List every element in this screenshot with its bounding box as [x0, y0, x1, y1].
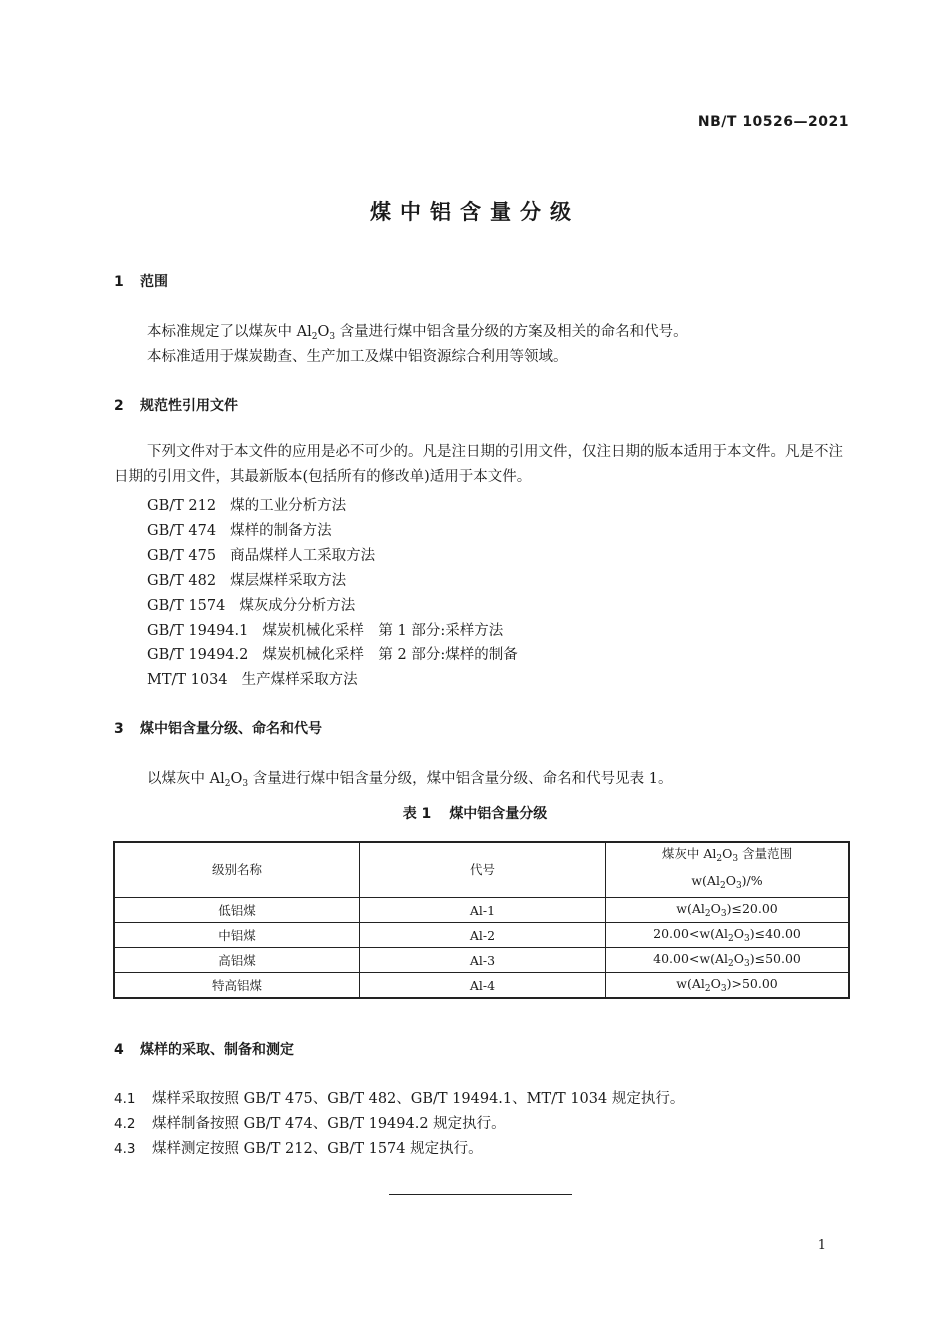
- subscript: 2: [716, 854, 723, 864]
- text: 20.00<w(Al: [653, 926, 728, 941]
- text: O: [733, 951, 744, 966]
- clause-item: [114, 1137, 483, 1158]
- text: O: [710, 901, 721, 916]
- end-rule: [389, 1194, 572, 1195]
- reference-code: MT/T 1034: [147, 672, 228, 688]
- cell-level-name: 中铝煤: [114, 923, 360, 948]
- subscript: 3: [735, 881, 742, 891]
- clause-item: [114, 1087, 684, 1108]
- text: 本标准规定了以煤灰中 Al: [147, 324, 312, 340]
- reference-item: [147, 668, 358, 689]
- reference-code: GB/T 19494.2: [147, 647, 249, 663]
- document-title: 煤中铝含量分级: [370, 200, 580, 224]
- reference-item: [147, 643, 518, 664]
- cell-code: Al-4: [360, 973, 606, 999]
- reference-code: GB/T 475: [147, 548, 217, 564]
- subscript: 2: [704, 984, 711, 994]
- section-number: 3: [114, 721, 124, 737]
- subscript: 2: [224, 779, 231, 789]
- cell-range: [606, 923, 850, 948]
- text: )≤40.00: [749, 926, 801, 941]
- reference-title: 商品煤样人工采取方法: [230, 548, 376, 564]
- reference-code: GB/T 212: [147, 498, 217, 514]
- reference-title: 煤炭机械化采样 第 1 部分:采样方法: [262, 623, 504, 639]
- subscript: 3: [720, 984, 727, 994]
- subscript: 3: [743, 959, 750, 969]
- clause-text: 煤样测定按照 GB/T 212、GB/T 1574 规定执行。: [152, 1141, 483, 1157]
- text: O: [317, 324, 330, 340]
- clause-number: 4.1: [114, 1091, 136, 1107]
- table-caption: [0, 803, 950, 823]
- text: 含量进行煤中铝含量分级，煤中铝含量分级、命名和代号见表 1。: [248, 771, 673, 787]
- table-row: [114, 973, 849, 999]
- reference-item: [147, 544, 375, 565]
- section-title: 规范性引用文件: [140, 398, 238, 414]
- section-3-heading: [114, 718, 322, 738]
- subscript: 2: [728, 959, 734, 969]
- reference-title: 煤灰成分分析方法: [239, 598, 356, 614]
- cell-range: [606, 948, 850, 973]
- subscript: 3: [732, 854, 739, 864]
- text: O: [722, 846, 733, 861]
- table-title: 煤中铝含量分级: [449, 806, 548, 822]
- section-title: 煤中铝含量分级、命名和代号: [140, 721, 322, 737]
- table-header-row: [114, 842, 849, 898]
- header-range: [606, 842, 850, 898]
- text: O: [710, 976, 721, 991]
- reference-title: 生产煤样采取方法: [241, 672, 358, 688]
- text: )≤50.00: [749, 951, 801, 966]
- section-4-heading: [114, 1039, 294, 1059]
- header-level-name: 级别名称: [114, 842, 360, 898]
- text: 含量进行煤中铝含量分级的方案及相关的命名和代号。: [335, 324, 688, 340]
- section-2-intro: 下列文件对于本文件的应用是必不可少的。凡是注日期的引用文件，仅注日期的版本适用于本文件。凡是不注日期的引用文件，其最新版本(包括所有的修改单)适用于本文件。: [114, 444, 843, 485]
- table-label: 表 1: [402, 806, 432, 822]
- section-2-heading: [114, 395, 238, 415]
- reference-title: 煤样的制备方法: [230, 523, 332, 539]
- clause-number: 4.2: [114, 1116, 136, 1132]
- text: )≤20.00: [726, 901, 778, 916]
- header-code: 代号: [360, 842, 606, 898]
- text: O: [725, 873, 736, 888]
- reference-code: GB/T 482: [147, 573, 217, 589]
- table-row: [114, 923, 849, 948]
- text: )>50.00: [726, 976, 778, 991]
- subscript: 2: [311, 332, 318, 342]
- subscript: 3: [242, 779, 249, 789]
- section-3-paragraph: [147, 767, 673, 789]
- section-1-heading: [114, 271, 168, 291]
- cell-code: Al-1: [360, 898, 606, 923]
- section-1-paragraph-1: [147, 320, 688, 342]
- cell-code: Al-3: [360, 948, 606, 973]
- section-title: 煤样的采取、制备和测定: [140, 1042, 294, 1058]
- text: 以煤灰中 Al: [147, 771, 225, 787]
- reference-code: GB/T 19494.1: [147, 623, 249, 639]
- standard-number: NB/T 10526—2021: [697, 114, 849, 130]
- cell-level-name: 特高铝煤: [114, 973, 360, 999]
- reference-title: 煤层煤样采取方法: [230, 573, 347, 589]
- reference-item: [147, 594, 355, 615]
- clause-text: 煤样采取按照 GB/T 475、GB/T 482、GB/T 19494.1、MT/T 1034 规定执行。: [152, 1091, 685, 1107]
- cell-level-name: 低铝煤: [114, 898, 360, 923]
- subscript: 2: [704, 909, 711, 919]
- text: 40.00<w(Al: [653, 951, 728, 966]
- subscript: 2: [719, 881, 726, 891]
- clause-number: 4.3: [114, 1141, 136, 1157]
- text: O: [733, 926, 744, 941]
- reference-item: [147, 619, 503, 640]
- clause-item: [114, 1112, 506, 1133]
- header-range-line2: [606, 870, 848, 897]
- text: w(Al: [691, 873, 720, 888]
- text: w(Al: [676, 901, 705, 916]
- reference-code: GB/T 474: [147, 523, 217, 539]
- subscript: 2: [728, 934, 734, 944]
- section-number: 1: [114, 274, 124, 290]
- reference-item: [147, 569, 346, 590]
- header-range-line1: [606, 843, 848, 870]
- text: )/%: [741, 873, 763, 888]
- reference-item: [147, 519, 332, 540]
- page-number: 1: [817, 1238, 826, 1253]
- cell-range: [606, 973, 850, 999]
- table-row: [114, 898, 849, 923]
- table-row: [114, 948, 849, 973]
- reference-code: GB/T 1574: [147, 598, 226, 614]
- reference-item: [147, 494, 346, 515]
- text: w(Al: [676, 976, 705, 991]
- cell-code: Al-2: [360, 923, 606, 948]
- classification-table: [113, 841, 850, 999]
- section-title: 范围: [140, 274, 168, 290]
- text: 煤灰中 Al: [661, 846, 717, 861]
- section-1-paragraph-2: 本标准适用于煤炭勘查、生产加工及煤中铝资源综合利用等领域。: [147, 349, 568, 365]
- text: O: [230, 771, 243, 787]
- cell-level-name: 高铝煤: [114, 948, 360, 973]
- subscript: 3: [329, 332, 336, 342]
- reference-title: 煤炭机械化采样 第 2 部分:煤样的制备: [262, 647, 518, 663]
- cell-range: [606, 898, 850, 923]
- section-number: 2: [114, 398, 124, 414]
- reference-title: 煤的工业分析方法: [230, 498, 347, 514]
- clause-text: 煤样制备按照 GB/T 474、GB/T 19494.2 规定执行。: [152, 1116, 506, 1132]
- text: 含量范围: [738, 846, 793, 861]
- section-number: 4: [114, 1042, 124, 1058]
- subscript: 3: [720, 909, 727, 919]
- subscript: 3: [743, 934, 750, 944]
